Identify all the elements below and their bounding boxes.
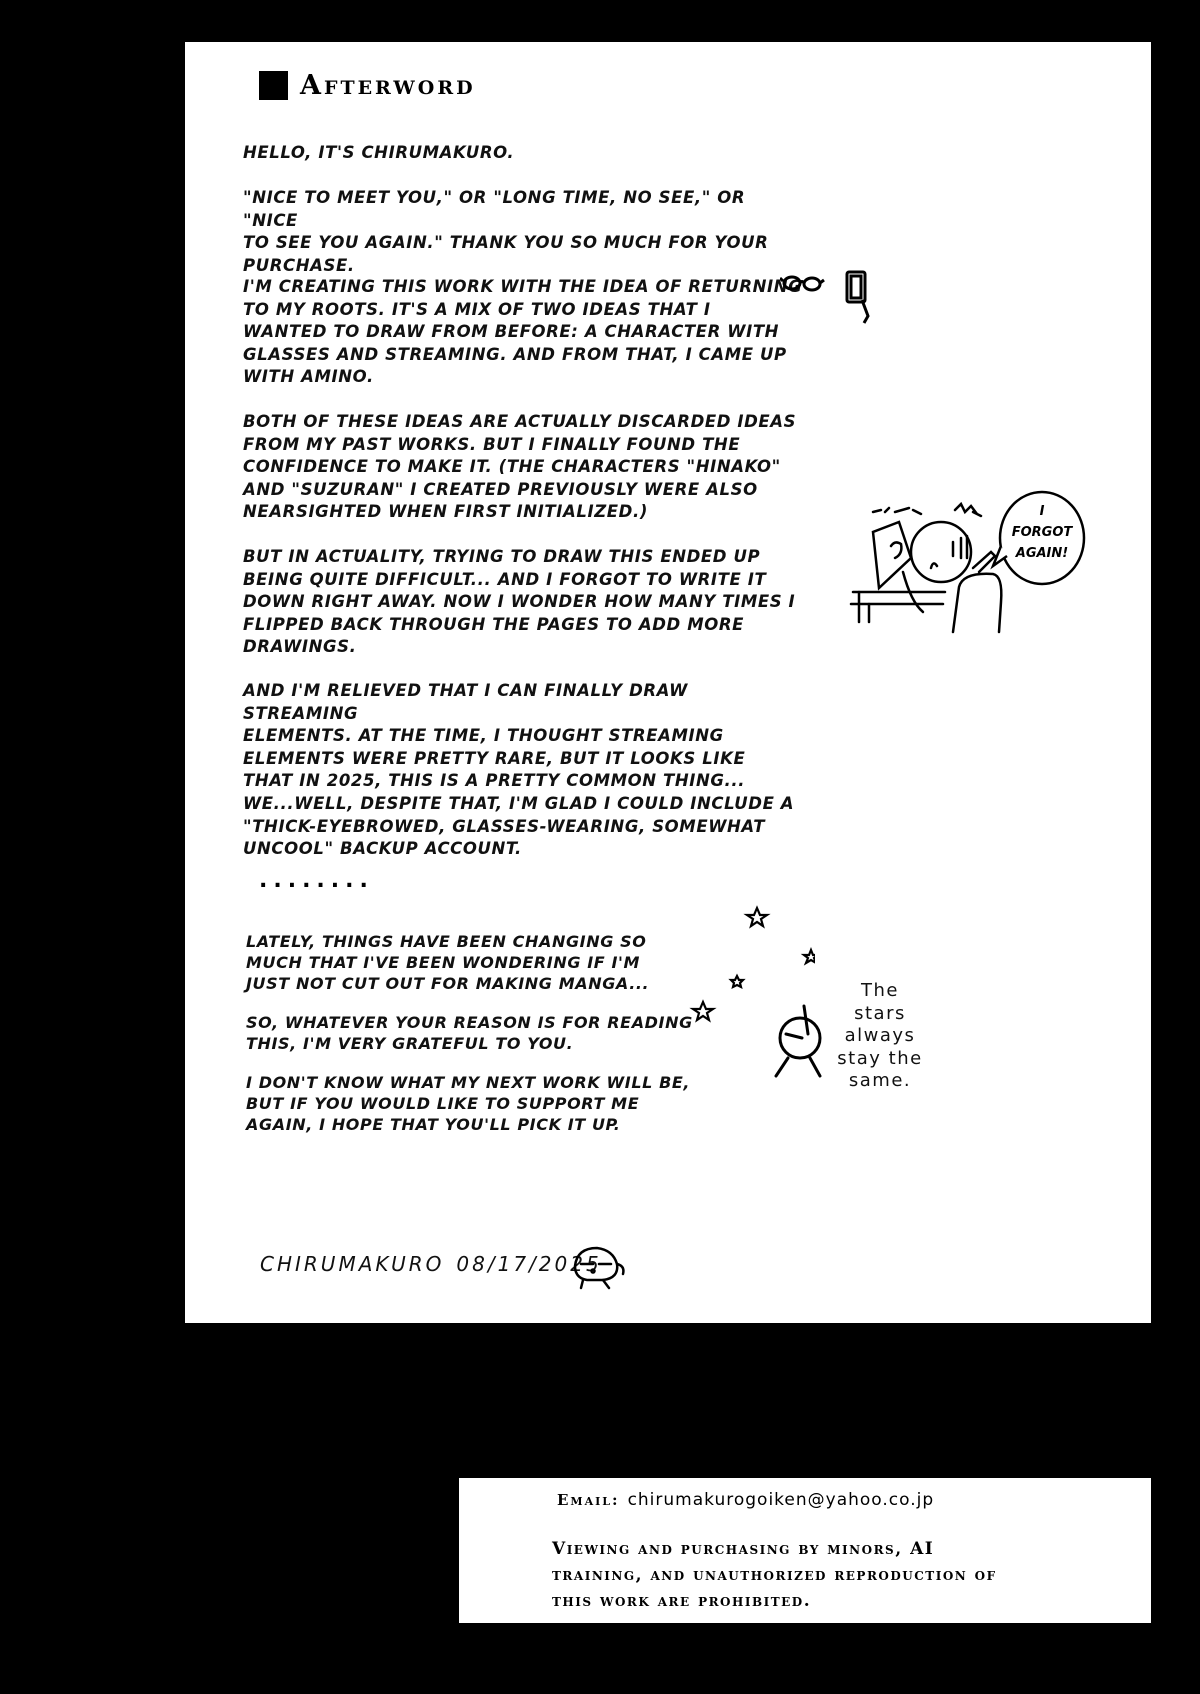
footer-box — [459, 1478, 1151, 1623]
afterword-header — [259, 70, 476, 101]
paragraph-greeting: HELLO, IT'S CHIRUMAKURO. — [243, 143, 515, 162]
paragraph-lately: LATELY, THINGS HAVE BEEN CHANGING SO MUCH THAT I'VE BEEN WONDERING IF I'M JUST NOT CUT OUT FOR MAKING MANGA... — [246, 932, 650, 993]
stars-note: The stars always stay the same. — [837, 980, 923, 1091]
afterword-title: Afterword — [300, 70, 476, 101]
signature-date: 08/17/2025 — [456, 1252, 602, 1276]
signature-name: CHIRUMAKURO — [260, 1252, 445, 1276]
paragraph-difficulty: BUT IN ACTUALITY, TRYING TO DRAW THIS ENDED UP BEING QUITE DIFFICULT... AND I FORGOT TO WRITE IT DOWN RIGHT AWAY. NOW I WONDER HOW MANY TIMES I FLIPPED BACK THROUGH THE PAGES TO ADD MORE DRAWINGS. — [243, 547, 796, 656]
speech-bubble-line3: AGAIN! — [1015, 546, 1069, 561]
email-label: Email: — [557, 1491, 620, 1509]
ellipsis-dots: ........ — [259, 868, 374, 893]
paragraph-thanks: "NICE TO MEET YOU," OR "LONG TIME, NO SEE," OR "NICE TO SEE YOU AGAIN." THANK YOU SO MUCH FOR YOUR PURCHASE. — [243, 188, 769, 275]
title-square-icon — [259, 71, 288, 100]
signature — [260, 1252, 602, 1276]
author-face-doodle — [569, 1242, 629, 1292]
prohibition-notice: Viewing and purchasing by minors, AI training, and unauthorized reproduction of this work are prohibited. — [552, 1539, 997, 1611]
paragraph-streaming: AND I'M RELIEVED THAT I CAN FINALLY DRAW STREAMING ELEMENTS. AT THE TIME, I THOUGHT STREAMING ELEMENTS WERE PRETTY RARE, BUT IT LOOKS LIKE THAT IN 2025, THIS IS A PRETTY COMMON THING... — [243, 681, 746, 790]
speech-bubble-line2: FORGOT — [1011, 525, 1073, 540]
paragraph-discarded-ideas: BOTH OF THESE IDEAS ARE ACTUALLY DISCARDED IDEAS FROM MY PAST WORKS. BUT I FINALLY FOUND THE CONFIDENCE TO MAKE IT. (THE CHARACTERS "HINAKO" AND "SUZURAN" I CREATED PREVIOUSLY WERE ALSO NEARSIGHTED WHEN FIRST INITIALIZED.) — [243, 412, 797, 521]
paragraph-backup-account: WE...WELL, DESPITE THAT, I'M GLAD I COULD INCLUDE A "THICK-EYEBROWED, GLASSES-WEARING, SOMEWHAT UNCOOL" BACKUP ACCOUNT. — [243, 794, 795, 858]
paragraph-roots: I'M CREATING THIS WORK WITH THE IDEA OF RETURNING TO MY ROOTS. IT'S A MIX OF TWO IDEAS THAT I WANTED TO DRAW FROM BEFORE: A CHARACTER WITH GLASSES AND STREAMING. AND FROM THAT, I CAME UP WITH AMINO. — [243, 277, 803, 386]
email-address: chirumakurogoiken@yahoo.co.jp — [627, 1490, 935, 1510]
email-row — [557, 1490, 934, 1510]
drawing-at-desk-doodle — [833, 482, 1093, 697]
speech-bubble-line1: I — [1039, 504, 1045, 519]
paragraph-next-work: I DON'T KNOW WHAT MY NEXT WORK WILL BE, BUT IF YOU WOULD LIKE TO SUPPORT ME AGAIN, I HOPE THAT YOU'LL PICK IT UP. — [246, 1073, 691, 1134]
paragraph-grateful: SO, WHATEVER YOUR REASON IS FOR READING THIS, I'M VERY GRATEFUL TO YOU. — [246, 1013, 693, 1053]
glasses-phone-doodle — [780, 268, 890, 348]
afterword-page — [185, 42, 1151, 1323]
